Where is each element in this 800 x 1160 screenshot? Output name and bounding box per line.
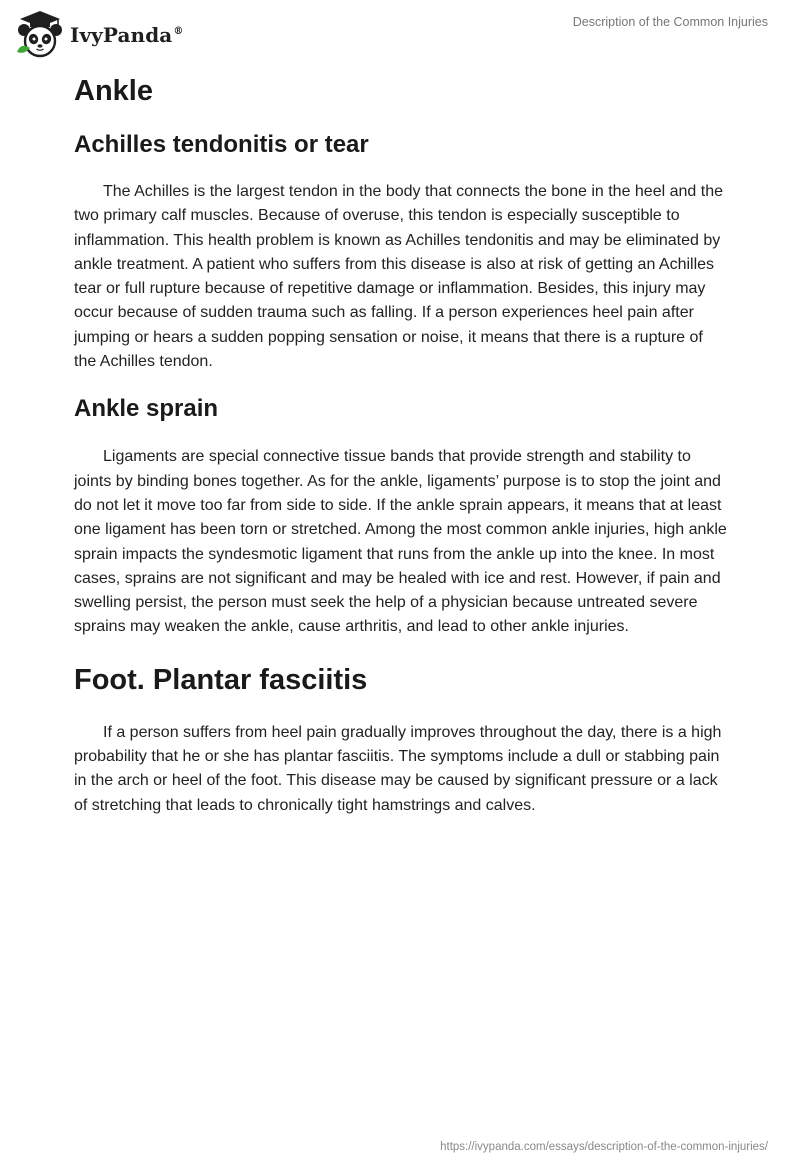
panda-graduation-cap-icon <box>14 8 66 60</box>
page-header <box>0 0 800 70</box>
paragraph-plantar-fasciitis: If a person suffers from heel pain gradually improves throughout the day, there is a high probability that he or she has plantar fasciitis. The symptoms include a dull or stabbing pain in the arch or heel of the foot. This disease may be caused by significant pressure or a lack of stretching that leads to chronically tight hamstrings and calves. <box>74 723 722 814</box>
heading-ankle-sprain: Ankle sprain <box>74 395 219 423</box>
ivypanda-logo[interactable] <box>14 8 183 60</box>
document-title: Description of the Common Injuries <box>572 15 768 29</box>
heading-ankle: Ankle <box>74 75 153 107</box>
paragraph-ankle-sprain: Ligaments are special connective tissue bands that provide strength and stability to joints by binding bones together. As for the ankle, ligaments’ purpose is to stop the joint and do not let it move too far from side to side. If the ankle sprain appears, it means that at least one ligament has been torn or stretched. Among the most common ankle injuries, high ankle sprain impacts the syndesmotic ligament that runs from the ankle up into the knee. In most cases, sprains are not significant and may be healed with ice and rest. However, if pain and swelling persist, the person must seek the help of a physician because untreated severe sprains may weaken the ankle, cause arthritis, and lead to other ankle injuries. <box>74 448 727 636</box>
paragraph-achilles: The Achilles is the largest tendon in the body that connects the bone in the heel and the two primary calf muscles. Because of overuse, this tendon is especially susceptible to inflammation. This health problem is known as Achilles tendonitis and may be eliminated by ankle treatment. A patient who suffers from this disease is also at risk of getting an Achilles tear or full rupture because of repetitive damage or inflammation. Besides, this injury may occur because of sudden trauma such as falling. If a person experiences heel pain after jumping or hears a sudden popping sensation or noise, it means that there is a rupture of the Achilles tendon. <box>74 183 723 371</box>
logo-wordmark: IvyPanda® <box>70 23 184 47</box>
source-url[interactable]: https://ivypanda.com/essays/description-of-the-common-injuries/ <box>440 1141 768 1153</box>
essay-content <box>74 72 728 818</box>
heading-achilles-tendonitis: Achilles tendonitis or tear <box>74 131 369 158</box>
heading-plantar-fasciitis: Foot. Plantar fasciitis <box>74 663 368 696</box>
